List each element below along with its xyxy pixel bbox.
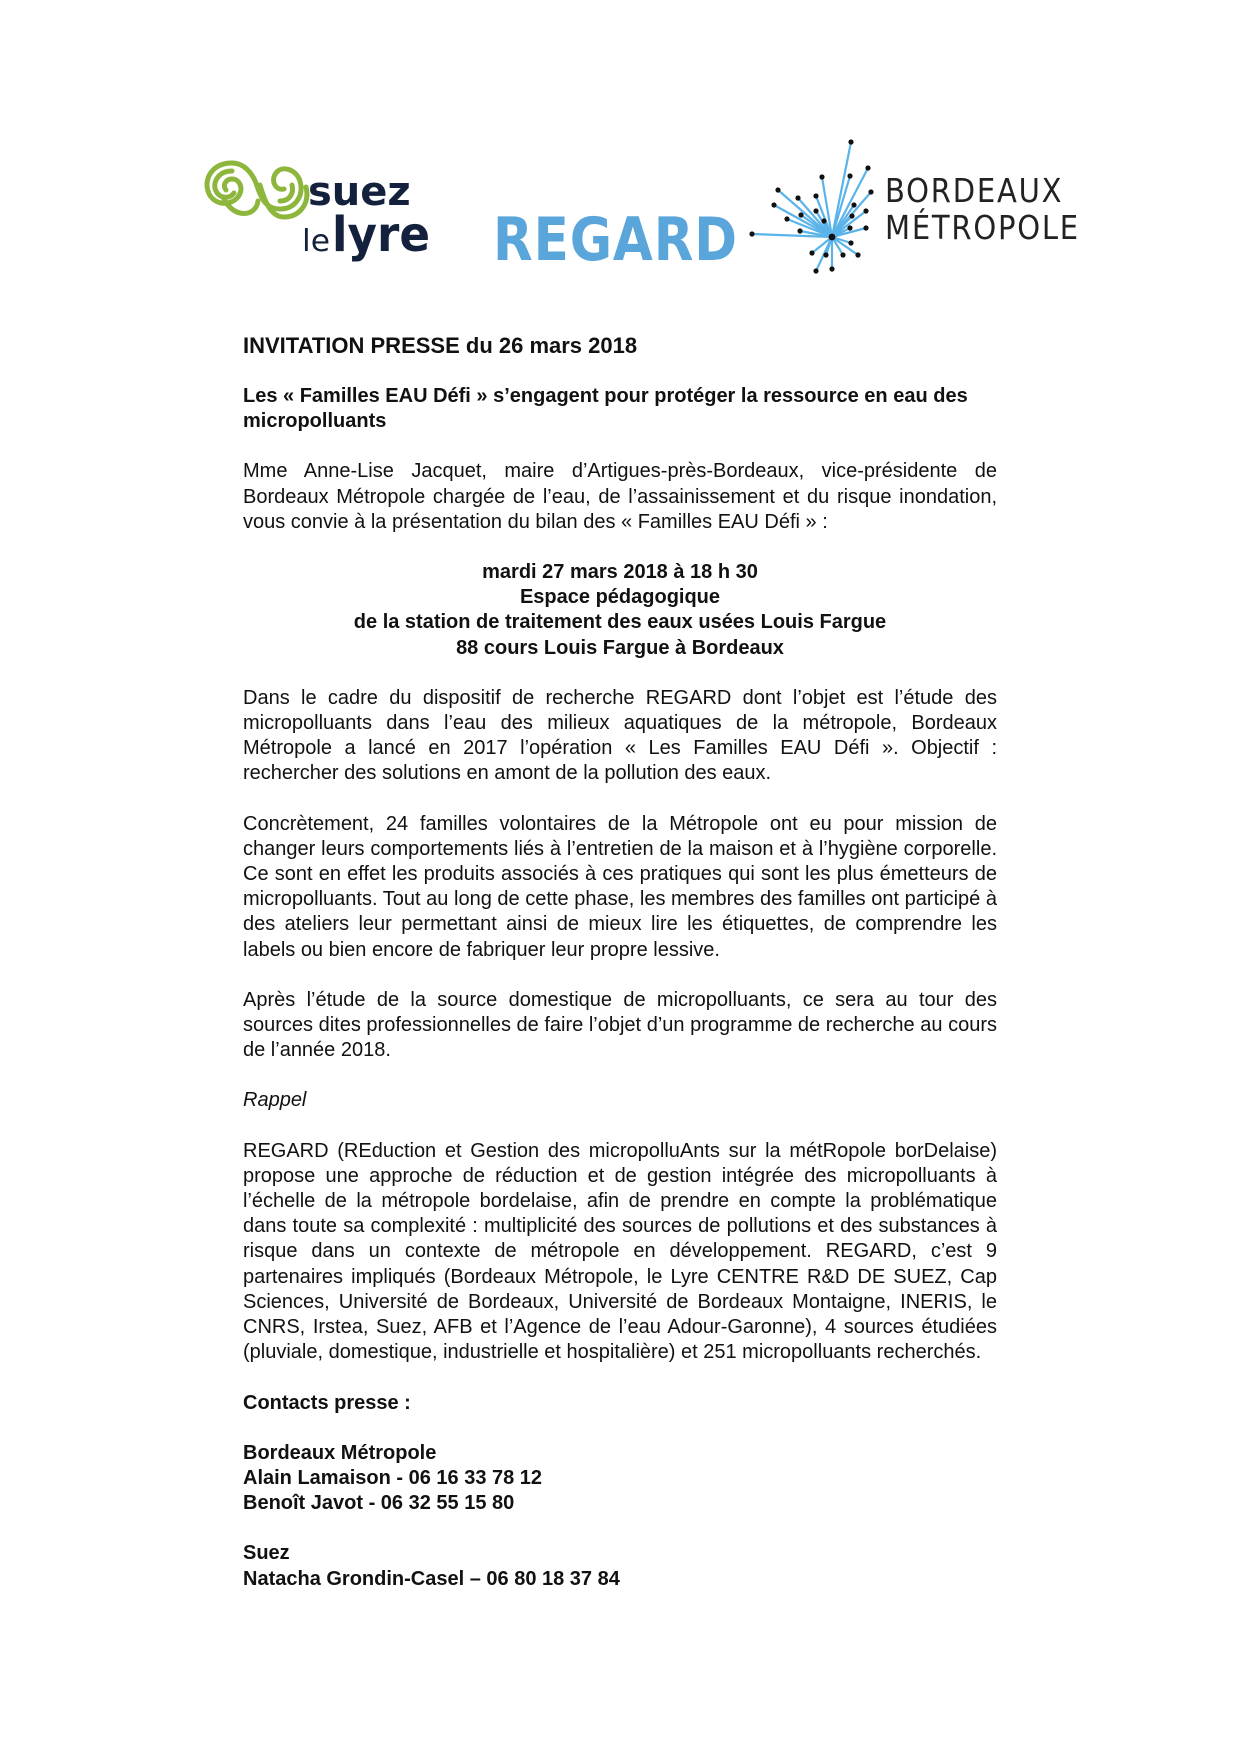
star-dot bbox=[809, 250, 814, 255]
bordeaux-wordmark: BORDEAUX bbox=[885, 171, 1064, 210]
contact-person: Benoît Javot - 06 32 55 15 80 bbox=[243, 1492, 515, 1515]
suez-swirl-icon bbox=[207, 163, 307, 217]
subtitle: Les « Familles EAU Défi » s’engagent pour protéger la ressource en eau des micropolluants bbox=[243, 385, 968, 433]
contact-person: Natacha Grondin-Casel – 06 80 18 37 84 bbox=[243, 1567, 620, 1590]
star-dot bbox=[868, 189, 873, 194]
contact-org: Bordeaux Métropole bbox=[243, 1441, 437, 1464]
star-dot bbox=[848, 240, 853, 245]
page-title: INVITATION PRESSE du 26 mars 2018 bbox=[243, 333, 638, 358]
star-dot bbox=[863, 208, 868, 213]
contacts-heading: Contacts presse : bbox=[243, 1391, 411, 1414]
star-dot bbox=[797, 228, 802, 233]
star-dot bbox=[848, 139, 853, 144]
logo-header bbox=[0, 0, 1239, 300]
star-ray bbox=[832, 237, 858, 255]
suez-wordmark: suez bbox=[308, 169, 411, 215]
star-dot bbox=[795, 195, 800, 200]
body-paragraph: Dans le cadre du dispositif de recherche REGARD dont l’objet est l’étude des micropolluants dans l’eau des milieux aquatiques de la métropole, Bordeaux Métropole a lancé en 2017 l’opération « Les Familles EAU Défi ». Objectif : rechercher des solutions en amont de la pollution des eaux. bbox=[243, 686, 997, 785]
intro-paragraph: Mme Anne-Lise Jacquet, maire d’Artigues-près-Bordeaux, vice-présidente de Bordeaux Métropole chargée de l’eau, de l’assainissement et du risque inondation, vous convie à la présentation du bilan des « Familles EAU Défi » : bbox=[243, 460, 997, 533]
body-paragraph: Après l’étude de la source domestique de micropolluants, ce sera au tour des sources dites professionnelles de faire l’objet d’un programme de recherche au cours de l’année 2018. bbox=[243, 988, 997, 1062]
press-invitation bbox=[243, 332, 997, 1592]
event-details bbox=[243, 560, 997, 661]
event-place: Espace pédagogique bbox=[519, 586, 721, 609]
lyre-wordmark: lyre bbox=[332, 207, 430, 263]
event-venue: de la station de traitement des eaux usées Louis Fargue bbox=[353, 611, 887, 634]
star-dot bbox=[851, 202, 856, 207]
star-dot bbox=[829, 266, 834, 271]
star-dot bbox=[819, 174, 824, 179]
star-dot bbox=[813, 193, 818, 198]
star-dot bbox=[847, 173, 852, 178]
star-dot bbox=[813, 268, 818, 273]
star-dot bbox=[771, 202, 776, 207]
star-dot bbox=[775, 187, 780, 192]
star-dot bbox=[840, 252, 845, 257]
event-datetime: mardi 27 mars 2018 à 18 h 30 bbox=[482, 561, 758, 584]
star-dot bbox=[855, 252, 860, 257]
contact-group-bordeaux bbox=[243, 1441, 997, 1517]
contact-org: Suez bbox=[243, 1542, 290, 1565]
regard-logo: REGARD bbox=[493, 205, 739, 275]
reminder-heading: Rappel bbox=[243, 1089, 307, 1112]
star-dot bbox=[847, 225, 852, 230]
star-dot bbox=[849, 213, 854, 218]
star-dot bbox=[865, 165, 870, 170]
bordeaux-metropole-wordmark bbox=[885, 172, 1080, 246]
le-wordmark: le bbox=[302, 224, 330, 259]
body-paragraph: Concrètement, 24 familles volontaires de la Métropole ont eu pour mission de changer leurs comportements liés à l’entretien de la maison et à l’hygiène corporelle. Ce sont en effet les produits associés à ces pratiques qui sont les plus émetteurs de micropolluants. Tout au long de cette phase, les membres des familles ont participé à des ateliers leur permettant ainsi de mieux lire les étiquettes, de comprendre les labels ou bien encore de fabriquer leur propre lessive. bbox=[243, 812, 997, 961]
star-dot bbox=[784, 216, 789, 221]
star-dot bbox=[823, 252, 828, 257]
star-dot bbox=[821, 218, 826, 223]
star-dot bbox=[863, 225, 868, 230]
star-dot bbox=[798, 212, 803, 217]
contact-person: Alain Lamaison - 06 16 33 78 12 bbox=[243, 1466, 543, 1489]
star-dot bbox=[749, 231, 754, 236]
contact-group-suez bbox=[243, 1541, 997, 1591]
suez-lelyre-logo bbox=[200, 155, 440, 275]
metropole-wordmark: MÉTROPOLE bbox=[885, 208, 1080, 247]
star-dot bbox=[813, 208, 818, 213]
star-center-dot bbox=[829, 234, 836, 241]
event-address: 88 cours Louis Fargue à Bordeaux bbox=[456, 636, 784, 659]
reminder-paragraph: REGARD (REduction et Gestion des micropolluAnts sur la métRopole borDelaise) propose une approche de réduction et de gestion intégrée des micropolluants à l’échelle de la métropole bordelaise, afin de prendre en compte la problématique dans toute sa complexité : multiplicité des sources de pollutions et des substances à risque dans un contexte de métropole en développement. REGARD, c’est 9 partenaires impliqués (Bordeaux Métropole, le Lyre CENTRE R&D DE SUEZ, Cap Sciences, Université de Bordeaux, Université de Bordeaux Montaigne, INERIS, le CNRS, Irstea, Suez, AFB et l’Agence de l’eau Adour-Garonne), 4 sources étudiées (pluviale, domestique, industrielle et hospitalière) et 251 micropolluants recherchés. bbox=[243, 1139, 997, 1364]
